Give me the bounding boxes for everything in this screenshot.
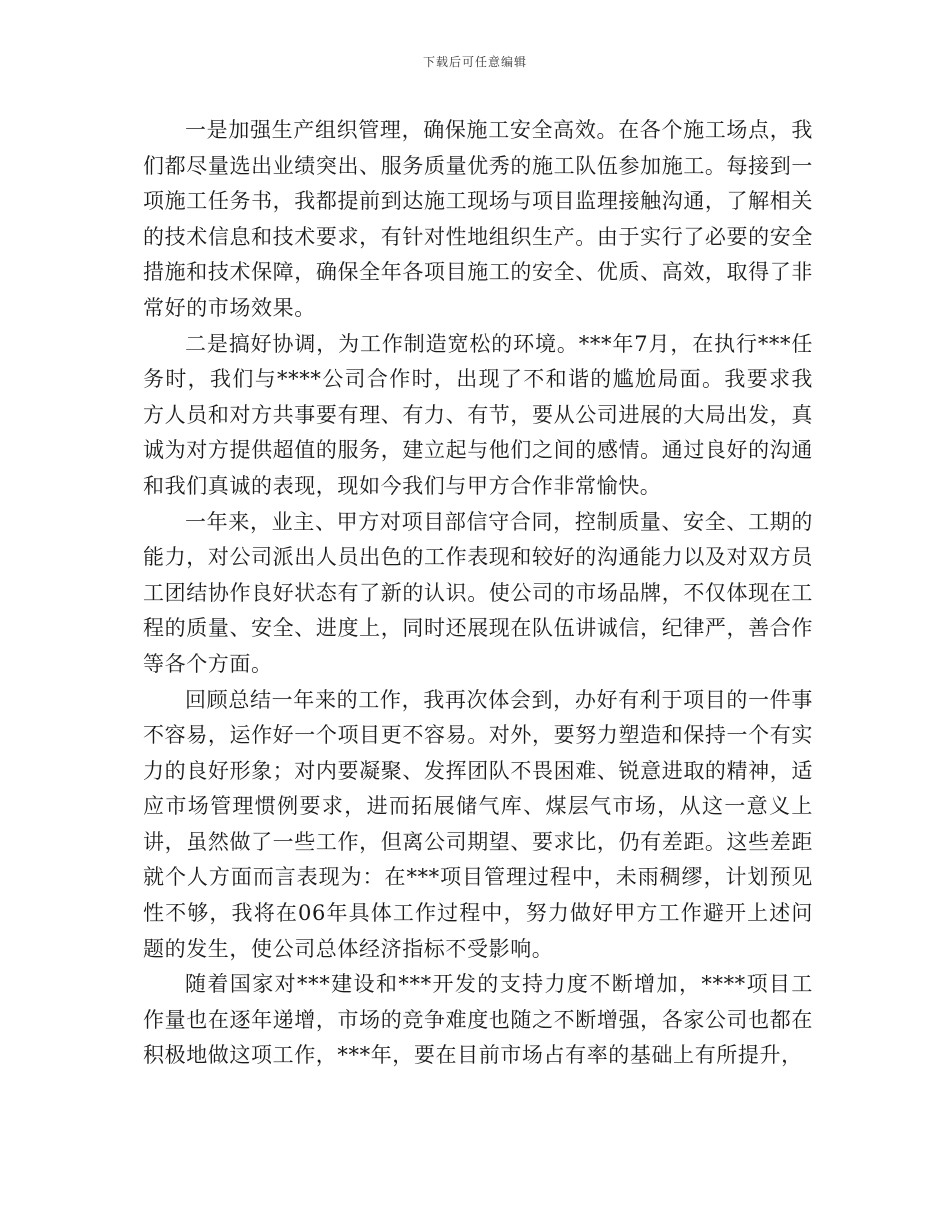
page-header-note: 下载后可任意编辑 (422, 55, 527, 69)
paragraph-coordination: 二是搞好协调，为工作制造宽松的环境。***年7月，在执行***任务时，我们与****公司合作时，出现了不和谐的尴尬局面。我要求我方人员和对方共事要有理、有力、有节，要从公司进展的大局出发，真诚为对方提供超值的服务，建立起与他们之间的感情。通过良好的沟通和我们真诚的表现，现如今我们与甲方合作非常愉快。 (143, 331, 813, 498)
document-body (143, 113, 813, 1074)
paragraph-market-outlook: 随着国家对***建设和***开发的支持力度不断增加，****项目工作量也在逐年递增，市场的竞争难度也随之不断增强，各家公司也都在积极地做这项工作，***年，要在目前市场占有率的基础上有所提升， (143, 972, 813, 1068)
paragraph-year-review: 一年来，业主、甲方对项目部信守合同，控制质量、安全、工期的能力，对公司派出人员出色的工作表现和较好的沟通能力以及对双方员工团结协作良好状态有了新的认识。使公司的市场品牌，不仅体现在工程的质量、安全、进度上，同时还展现在队伍讲诚信，纪律严，善合作等各个方面。 (143, 509, 813, 676)
paragraph-summary-reflection: 回顾总结一年来的工作，我再次体会到，办好有利于项目的一件事不容易，运作好一个项目更不容易。对外，要努力塑造和保持一个有实力的良好形象；对内要凝聚、发挥团队不畏困难、锐意进取的精神，适应市场管理惯例要求，进而拓展储气库、煤层气市场，从这一意义上讲，虽然做了一些工作，但离公司期望、要求比，仍有差距。这些差距就个人方面而言表现为：在***项目管理过程中，未雨稠缪，计划预见性不够，我将在06年具体工作过程中，努力做好甲方工作避开上述问题的发生，使公司总体经济指标不受影响。 (143, 687, 813, 961)
paragraph-production-management: 一是加强生产组织管理，确保施工安全高效。在各个施工场点，我们都尽量选出业绩突出、服务质量优秀的施工队伍参加施工。每接到一项施工任务书，我都提前到达施工现场与项目监理接触沟通，了解相关的技术信息和技术要求，有针对性地组织生产。由于实行了必要的安全措施和技术保障，确保全年各项目施工的安全、优质、高效，取得了非常好的市场效果。 (143, 118, 813, 320)
